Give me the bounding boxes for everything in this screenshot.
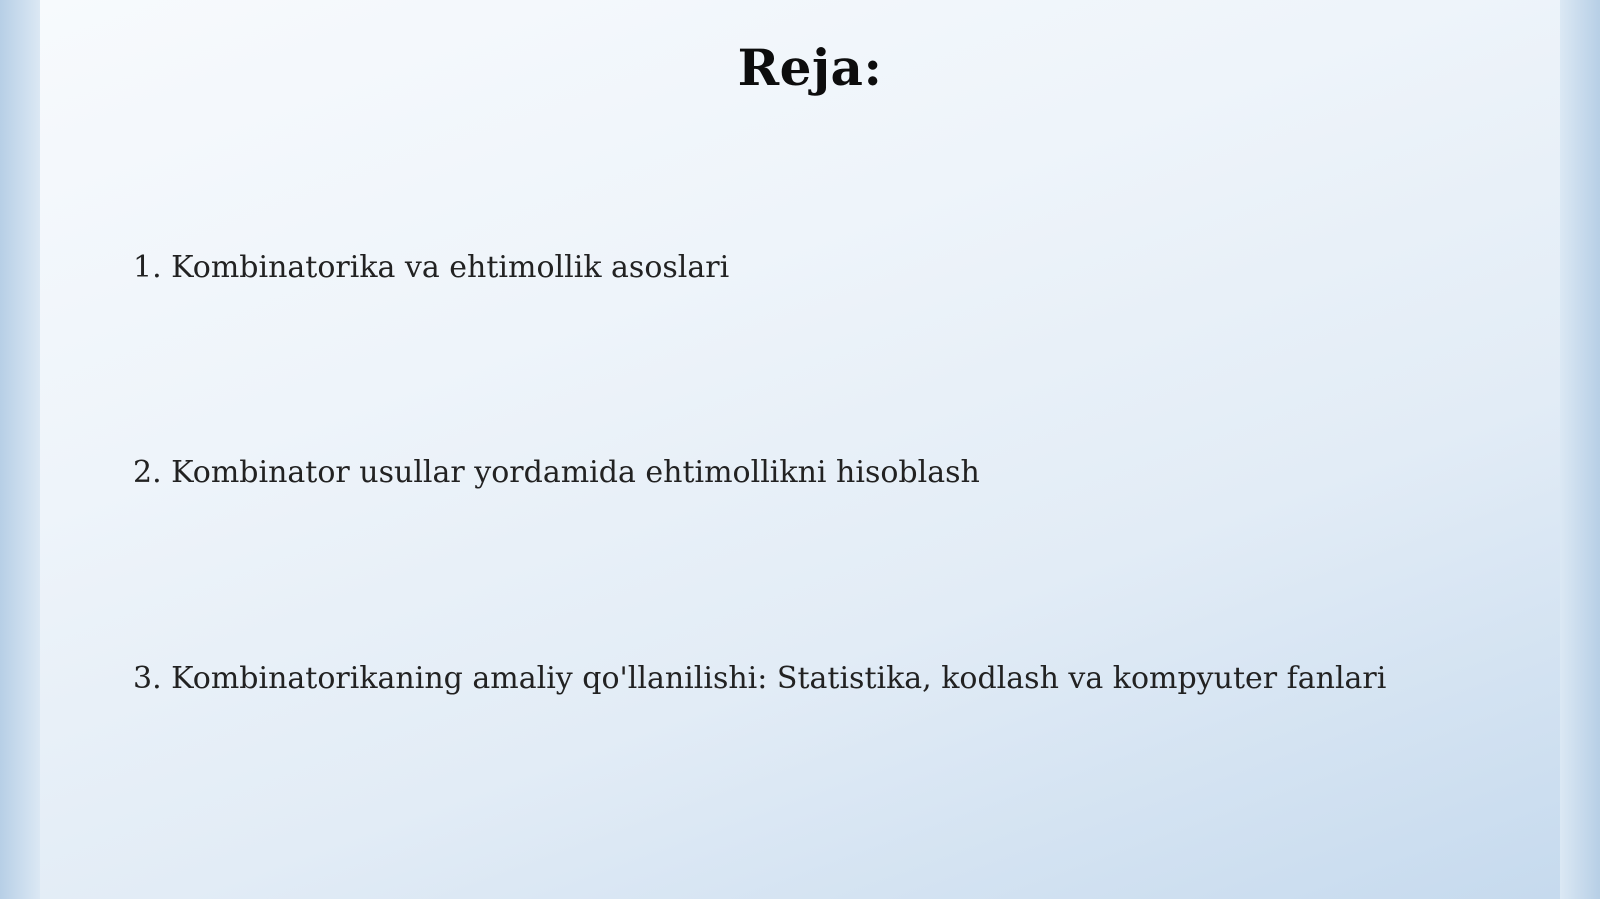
slide [40, 0, 1560, 899]
slide-title: Reja: [737, 38, 883, 97]
plan-item-1: 1. Kombinatorika va ehtimollik asoslari [133, 250, 730, 285]
plan-item-3: 3. Kombinatorikaning amaliy qo'llanilishi: Statistika, kodlash va kompyuter fanlari [133, 661, 1387, 696]
plan-item-2: 2. Kombinator usullar yordamida ehtimollikni hisoblash [133, 455, 980, 490]
